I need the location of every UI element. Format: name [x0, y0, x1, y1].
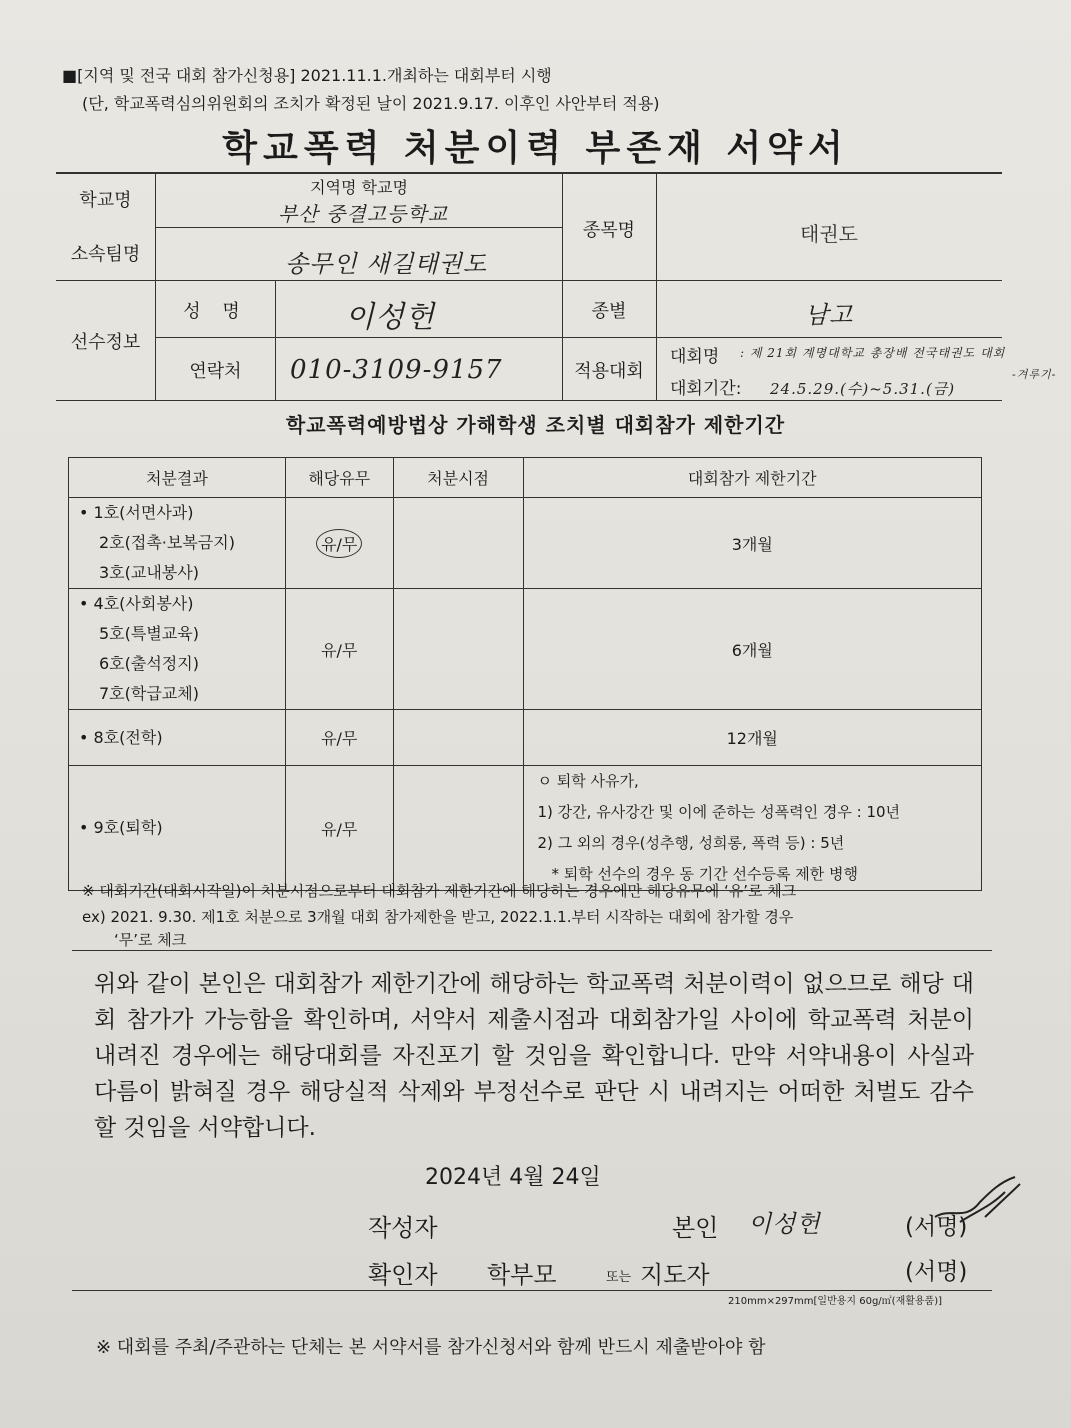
sanction-codes — [69, 589, 286, 710]
expulsion-period — [523, 766, 981, 891]
applicability-cell — [285, 766, 393, 891]
sanction-code: 7호(학급교체) — [99, 684, 199, 703]
school-hint: 지역명 학교명 — [310, 178, 408, 197]
contact-label: 연락처 — [189, 361, 242, 382]
expulsion-line: 1) 강간, 유사강간 및 이에 준하는 성폭력인 경우 : 10년 — [537, 803, 901, 821]
notice-line-2: (단, 학교폭력심의위원회의 조치가 확정된 날이 2021.9.17. 이후인 사안부터 적용) — [82, 94, 660, 113]
bullet: • — [79, 727, 89, 747]
footnote-example: ex) 2021. 9.30. 제1호 처분으로 3개월 대회 참가제한을 받고, 2022.1.1.부터 시작하는 대회에 참가할 경우 — [82, 908, 794, 926]
notice-line-1: ■[지역 및 전국 대회 참가신청용] 2021.11.1.개최하는 대회부터 시행 — [62, 66, 552, 85]
expulsion-line: ㅇ 퇴학 사유가, — [537, 772, 639, 790]
name-value: 이성헌 — [345, 300, 435, 335]
table-row — [69, 766, 982, 891]
grid-line-name — [156, 337, 1002, 338]
event-period-value: 24.5.29.(수)~5.31.(금) — [770, 380, 956, 398]
pledge-text: 위와 같이 본인은 대회참가 제한기간에 해당하는 학교폭력 처분이력이 없으므로 해당 대회 참가가 가능함을 확인하며, 서약서 제출시점과 대회참가일 사이에 학교폭력 처분이 내려진 경우에는 해당대회를 자진포기 할 것임을 확인합니다. 만약 서약내용이 사실과 다름이 밝혀질 경우 해당실적 삭제와 부정선수로 판단 시 내려지는 어떠한 처벌도 감수할 것임을 서약합니다. — [94, 971, 974, 1141]
expulsion-line: * 퇴학 선수의 경우 동 기간 선수등록 제한 병행 — [551, 865, 858, 883]
parent-label: 학부모 — [487, 1261, 557, 1289]
document-title: 학교폭력 처분이력 부존재 서약서 — [222, 128, 849, 169]
bottom-note: ※ 대회를 주최/주관하는 단체는 본 서약서를 참가신청서와 함께 반드시 제출받아야 함 — [96, 1337, 766, 1358]
divider — [72, 950, 992, 951]
sanction-code: 1호(서면사과) — [93, 503, 194, 522]
sanction-date-cell — [393, 589, 523, 710]
column-header: 처분시점 — [393, 458, 523, 498]
sanction-code: 8호(전학) — [93, 727, 163, 747]
table-row — [69, 498, 982, 589]
applicability-cell — [285, 589, 393, 710]
writer-label: 작성자 — [368, 1214, 438, 1242]
restriction-period: 3개월 — [523, 498, 981, 589]
grid-line-top — [56, 172, 1002, 174]
sanction-codes — [69, 766, 286, 891]
grid-line-bottom — [56, 400, 1002, 401]
event-name-value: : 제 21회 계명대학교 총장배 전국태권도 대회 — [740, 346, 1006, 360]
applicability-cell — [285, 710, 393, 766]
verifier-label: 확인자 — [368, 1261, 438, 1289]
footer-divider — [72, 1290, 992, 1291]
coach-label: 지도자 — [640, 1261, 710, 1289]
footnote-example-cont: ‘무’로 체크 — [114, 931, 187, 949]
sanction-codes — [69, 710, 286, 766]
sanction-code: 6호(출석정지) — [99, 654, 199, 673]
contact-value: 010-3109-9157 — [290, 355, 503, 385]
sanction-codes — [69, 498, 286, 589]
or-label: 또는 — [606, 1270, 632, 1285]
restriction-period: 12개월 — [523, 710, 981, 766]
check-mark: 유/무 — [321, 819, 358, 839]
restriction-table — [68, 457, 982, 891]
signature-field-writer: (서명) — [905, 1214, 968, 1240]
school-label: 학교명 — [79, 190, 132, 211]
table-header-row — [69, 458, 982, 498]
sanction-date-cell — [393, 498, 523, 589]
name-label: 성 명 — [183, 301, 248, 322]
player-info-label: 선수정보 — [70, 332, 141, 353]
gender-label: 종별 — [591, 301, 627, 322]
check-mark: 유/무 — [316, 529, 362, 558]
bullet: • — [79, 503, 89, 522]
column-header: 대회참가 제한기간 — [523, 458, 981, 498]
bullet: • — [79, 818, 89, 837]
sanction-code: 4호(사회봉사) — [93, 594, 194, 613]
team-label: 소속팀명 — [70, 244, 141, 265]
signature-field-verifier: (서명) — [905, 1259, 968, 1285]
sport-label: 종목명 — [582, 220, 636, 241]
team-value: 송무인 새길태권도 — [285, 250, 488, 278]
expulsion-line: 2) 그 외의 경우(성추행, 성희롱, 폭력 등) : 5년 — [537, 834, 845, 852]
column-header: 해당유무 — [285, 458, 393, 498]
grid-vline-2 — [275, 280, 276, 400]
check-mark: 유/무 — [321, 640, 358, 660]
grid-line-school — [156, 227, 562, 228]
check-mark: 유/무 — [321, 729, 358, 748]
column-header: 처분결과 — [69, 458, 286, 498]
sanction-date-cell — [393, 710, 523, 766]
applicability-cell — [285, 498, 393, 589]
self-name: 이성헌 — [748, 1210, 821, 1238]
sanction-code: 2호(접촉·보복금지) — [99, 533, 235, 552]
grid-vline-4 — [656, 172, 657, 400]
school-value: 부산 중결고등학교 — [278, 202, 448, 226]
sport-value: 태권도 — [800, 222, 858, 246]
event-label: 적용대회 — [574, 361, 644, 382]
event-name-extra: -겨루기- — [1012, 368, 1057, 381]
sanction-code: 9호(퇴학) — [93, 818, 163, 837]
table-row — [69, 589, 982, 710]
bullet: • — [79, 594, 89, 613]
restriction-period: 6개월 — [523, 589, 981, 710]
signature-date: 2024년 4월 24일 — [425, 1165, 601, 1190]
self-label: 본인 — [672, 1214, 719, 1242]
sanction-code: 5호(특별교육) — [99, 624, 199, 643]
gender-value: 남고 — [804, 301, 854, 329]
paper-spec: 210mm×297mm[일반용지 60g/㎡(재활용품)] — [728, 1296, 943, 1307]
table-row — [69, 710, 982, 766]
grid-line-team — [56, 280, 1002, 281]
sanction-code: 3호(교내봉사) — [99, 563, 199, 582]
event-name-label: 대회명 — [670, 347, 720, 367]
event-period-label: 대회기간: — [670, 379, 742, 399]
footnote: ※ 대회기간(대회시작일)이 처분시점으로부터 대회참가 제한기간에 해당하는 경우에만 해당유무에 ‘유’로 체크 — [82, 882, 797, 900]
sanction-date-cell — [393, 766, 523, 891]
restriction-section-title: 학교폭력예방법상 가해학생 조치별 대회참가 제한기간 — [285, 413, 786, 437]
signature-scribble — [930, 1172, 1030, 1232]
